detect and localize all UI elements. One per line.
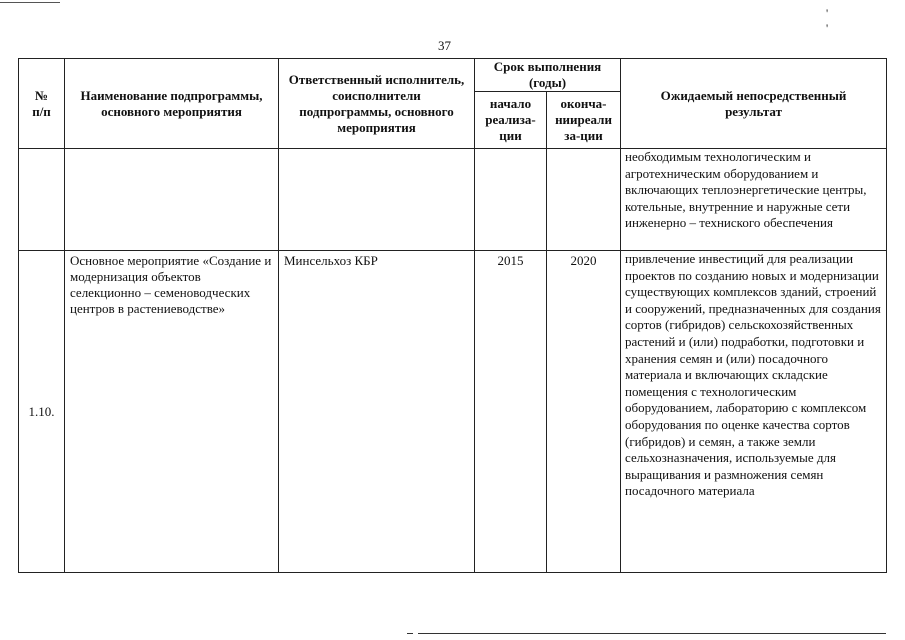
header-end: оконча-нииреали за-ции (547, 92, 621, 149)
header-result: Ожидаемый непосредственный результат (621, 59, 887, 149)
row-start: 2015 (475, 251, 547, 573)
bottom-dash (407, 633, 413, 634)
header-name: Наименование подпрограммы, основного мероприятия (65, 59, 279, 149)
table-row (19, 149, 887, 251)
row-executor: Минсельхоз КБР (279, 251, 475, 573)
header-start: начало реализа-ции (475, 92, 547, 149)
corner-marks: ' ' (826, 6, 857, 35)
program-table (18, 58, 887, 573)
row-start (475, 149, 547, 251)
row-executor (279, 149, 475, 251)
row-name (65, 149, 279, 251)
row-num (19, 149, 65, 251)
row-num: 1.10. (19, 251, 65, 573)
table-row (19, 251, 887, 573)
row-result: привлечение инвестиций для реализации проектов по созданию новых и модернизации существующих комплексов зданий, строений и сооружений, предназначенных для создания сортов (гибридов) сельскохозяйственных растений и (или) подработки, подготовки и хранения семян и (или) посадочного материала и включающих складские помещения с технологическим оборудованием, лабораторию с комплексом оборудования по оценке качества сортов (гибридов) и семян, а также земли сельхозназначения, используемые для выращивания и размножения семян посадочного материала (621, 251, 887, 573)
top-edge-rule (0, 2, 60, 3)
row-end (547, 149, 621, 251)
header-num: № п/п (19, 59, 65, 149)
row-end: 2020 (547, 251, 621, 573)
row-result: необходимым технологическим и агротехническим оборудованием и включающих теплоэнергетические центры, котельные, внутренние и наружные сети инженерно – техниского обеспечения (621, 149, 887, 251)
bottom-rule (418, 633, 886, 634)
header-executor: Ответственный исполнитель, соисполнители подпрограммы, основного мероприятия (279, 59, 475, 149)
header-row-top (19, 59, 887, 92)
page-number: 37 (438, 38, 451, 53)
header-term: Срок выполнения (годы) (475, 59, 621, 92)
row-name: Основное мероприятие «Создание и модернизация объектов селекционно – семеноводческих центров в растениеводстве» (65, 251, 279, 573)
